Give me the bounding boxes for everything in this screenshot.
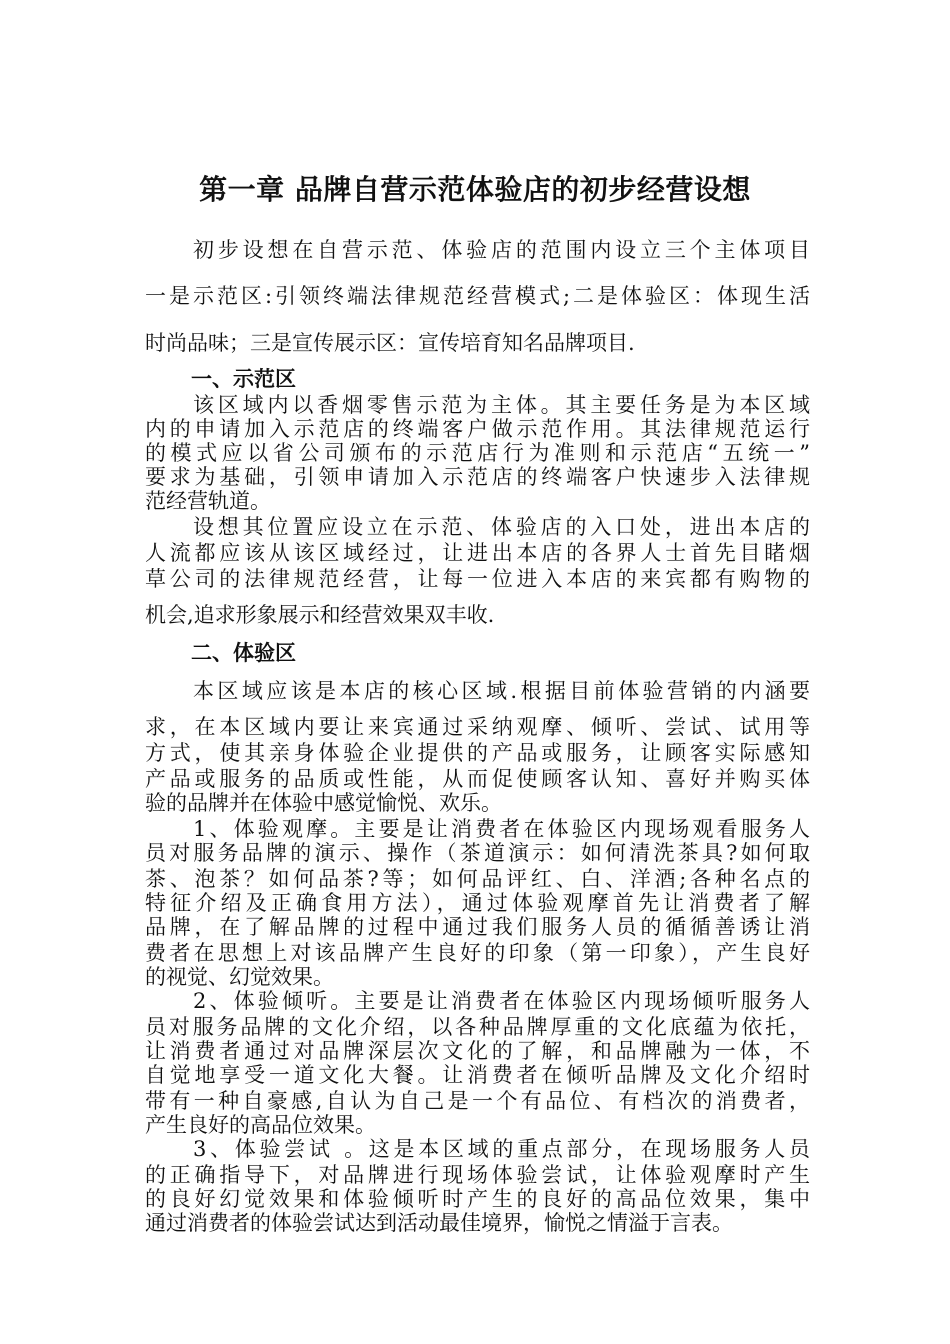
intro-line: 一是示范区:引领终端法律规范经营模式;二是体验区：体现生活	[145, 284, 810, 308]
paragraph-line: 的正确指导下，对品牌进行现场体验尝试，让体验观摩时产生	[145, 1163, 810, 1187]
paragraph-line: 本区域应该是本店的核心区域.根据目前体验营销的内涵要	[193, 679, 810, 703]
paragraph-line: 草公司的法律规范经营，让每一位进入本店的来宾都有购物的	[145, 567, 810, 591]
paragraph-line: 员对服务品牌的演示、操作（茶道演示：如何清洗茶具?如何取	[145, 841, 810, 865]
paragraph-line: 1、体验观摩。主要是让消费者在体验区内现场观看服务人	[193, 817, 810, 841]
paragraph-line: 员对服务品牌的文化介绍，以各种品牌厚重的文化底蕴为依托，	[145, 1015, 810, 1039]
section-heading-experience: 二、体验区	[191, 641, 296, 665]
intro-line: 时尚品味；三是宣传展示区：宣传培育知名品牌项目.	[145, 331, 635, 355]
paragraph-line: 的良好幻觉效果和体验倾听时产生的良好的高品位效果，集中	[145, 1187, 810, 1211]
paragraph-line: 品牌，在了解品牌的过程中通过我们服务人员的循循善诱让消	[145, 915, 810, 939]
paragraph-line: 机会,追求形象展示和经营效果双丰收.	[145, 603, 495, 627]
paragraph-line: 产生良好的高品位效果。	[145, 1113, 376, 1137]
section-heading-demo: 一、示范区	[191, 367, 296, 391]
paragraph-line: 2、体验倾听。主要是让消费者在体验区内现场倾听服务人	[193, 989, 810, 1013]
paragraph-line: 求，在本区域内要让来宾通过采纳观摩、倾听、尝试、试用等	[145, 715, 810, 739]
paragraph-line: 方式，使其亲身体验企业提供的产品或服务，让顾客实际感知	[145, 741, 810, 765]
paragraph-line: 设想其位置应设立在示范、体验店的入口处，进出本店的	[193, 515, 810, 539]
paragraph-line: 茶、泡茶？如何品茶?等；如何品评红、白、洋酒;各种名点的	[145, 867, 810, 891]
intro-line: 初步设想在自营示范、体验店的范围内设立三个主体项目	[193, 238, 810, 262]
paragraph-line: 带有一种自豪感,自认为自己是一个有品位、有档次的消费者，	[145, 1089, 810, 1113]
paragraph-line: 该区域内以香烟零售示范为主体。其主要任务是为本区域	[193, 393, 810, 417]
paragraph-line: 的模式应以省公司颁布的示范店行为准则和示范店“五统一”	[145, 441, 810, 465]
paragraph-line: 人流都应该从该区域经过，让进出本店的各界人士首先目睹烟	[145, 541, 810, 565]
paragraph-line: 要求为基础，引领申请加入示范店的终端客户快速步入法律规	[145, 465, 810, 489]
paragraph-line: 通过消费者的体验尝试达到活动最佳境界，愉悦之情溢于言表。	[145, 1211, 733, 1235]
chapter-title: 第一章 品牌自营示范体验店的初步经营设想	[199, 173, 751, 206]
paragraph-line: 范经营轨道。	[145, 489, 271, 513]
paragraph-line: 自觉地享受一道文化大餐。让消费者在倾听品牌及文化介绍时	[145, 1063, 810, 1087]
paragraph-line: 3、体验尝试 。这是本区域的重点部分，在现场服务人员	[193, 1137, 810, 1161]
paragraph-line: 验的品牌并在体验中感觉愉悦、欢乐。	[145, 791, 502, 815]
paragraph-line: 特征介绍及正确食用方法），通过体验观摩首先让消费者了解	[145, 891, 810, 915]
paragraph-line: 内的申请加入示范店的终端客户做示范作用。其法律规范运行	[145, 417, 810, 441]
paragraph-line: 产品或服务的品质或性能，从而促使顾客认知、喜好并购买体	[145, 767, 810, 791]
paragraph-line: 费者在思想上对该品牌产生良好的印象（第一印象），产生良好	[145, 941, 810, 965]
paragraph-line: 的视觉、幻觉效果。	[145, 965, 334, 989]
paragraph-line: 让消费者通过对品牌深层次文化的了解，和品牌融为一体，不	[145, 1039, 810, 1063]
